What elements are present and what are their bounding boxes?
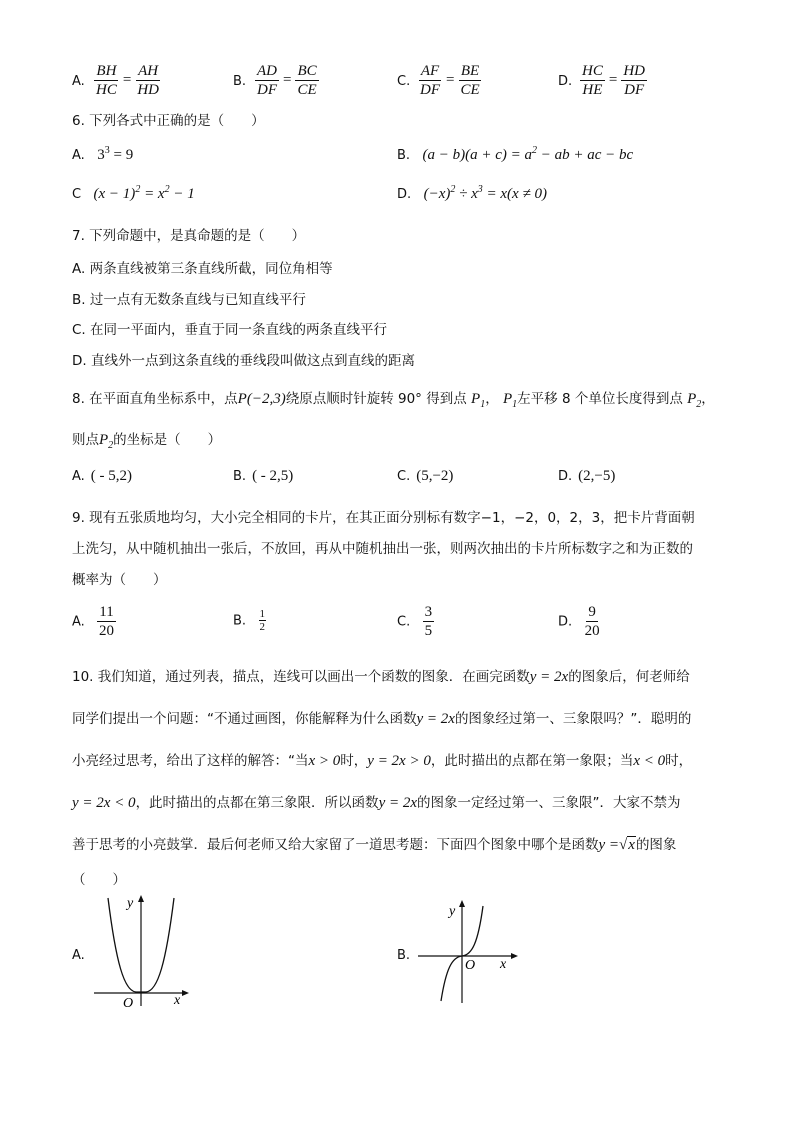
q10-option-b-graph (414, 897, 524, 1007)
q5-option-a-label: A. (72, 74, 85, 89)
q10-line-2: 同学们提出一个问题：“不通过画图，你能解释为什么函数y = 2x的图象经过第一、三象限吗？”．聪明的 (72, 711, 692, 727)
x-axis-label: x (500, 957, 507, 972)
q6-stem: 6. 下列各式中正确的是（ ） (72, 113, 265, 129)
q9-line-2: 上洗匀，从中随机抽出一张后，不放回，再从中随机抽出一张，则两次抽出的卡片所标数字之和为正数的 (72, 541, 693, 557)
q6-option-a: A. $3^3 = 9$ (72, 145, 134, 163)
q7-option-d: D. 直线外一点到这条直线的垂线段叫做这点到直线的距离 (72, 353, 415, 369)
q8-option-b: B. ( - 2,5) (233, 468, 294, 484)
y-axis-arrow (459, 900, 465, 907)
q5-option-b-label: B. (233, 74, 247, 89)
origin-label: O (465, 958, 476, 973)
q7-option-b: B. 过一点有无数条直线与已知直线平行 (72, 292, 306, 308)
y-axis-label: y (127, 896, 134, 911)
q9-line-3: 概率为（ ） (72, 572, 167, 588)
q5-option-c-formula: $\frac{AF}{DF}$ = $\frac{BE}{CE}$ (420, 63, 480, 98)
q7-option-a: A. 两条直线被第三条直线所截，同位角相等 (72, 261, 333, 277)
q9-option-d: D. $\frac{9}{20}$ (558, 604, 600, 639)
q5-option-d-label: D. (558, 74, 573, 89)
q5-option-a-formula: $\frac{BH}{HC}$ = $\frac{AH}{HD}$ (96, 63, 159, 98)
q6-option-c: C $(x - 1)^2 = x^2 - 1$ (72, 184, 195, 202)
q10-option-b-label: B. (397, 948, 411, 963)
q5-option-b-formula: $\frac{AD}{DF}$ = $\frac{BC}{CE}$ (257, 63, 317, 98)
q6-option-b: B. $(a - b)(a + c) = a^2$ − ab + ac − bc (397, 145, 634, 163)
q5-option-c-label: C. (397, 74, 411, 89)
x-axis-label: x (174, 993, 181, 1008)
y-axis-arrow (138, 895, 144, 902)
q5-option-d-formula: $\frac{HC}{HE}$ = $\frac{HD}{DF}$ (582, 63, 645, 98)
x-axis-arrow (182, 990, 189, 996)
q7-option-c: C. 在同一平面内，垂直于同一条直线的两条直线平行 (72, 322, 388, 338)
origin-label: O (123, 996, 134, 1010)
q10-line-3: 小亮经过思考，给出了这样的解答：“当x > 0时，y = 2x > 0，此时描出的点都在第一象限；当x < 0时， (72, 753, 693, 769)
q7-stem: 7. 下列命题中，是真命题的是（ ） (72, 228, 306, 244)
q10-line-6: （ ） (72, 872, 126, 888)
q6-option-d: D. $(-x)^2 \div x^3 = x(x \ne 0)$ (397, 184, 547, 202)
q10-option-a-graph (90, 892, 200, 1010)
q10-option-a-label: A. (72, 948, 85, 963)
q9-option-a: A. $\frac{11}{20}$ (72, 604, 114, 639)
y-axis-label: y (449, 904, 456, 919)
q8-option-a: A. ( - 5,2) (72, 468, 133, 484)
q8-option-d: D. (2,−5) (558, 468, 616, 484)
x-axis-arrow (511, 953, 518, 959)
q9-option-b: B. $\frac{1}{2}$ (233, 608, 266, 633)
q10-line-1: 10. 我们知道，通过列表，描点，连线可以画出一个函数的图象．在画完函数y = 2x的图象后，何老师给 (72, 669, 690, 685)
q9-option-c: C. $\frac{3}{5}$ (397, 604, 433, 639)
q8-line-1: 8. 在平面直角坐标系中，点P(−2,3)绕原点顺时针旋转 90° 得到点 $P_1$， $P_1$左平移 8 个单位长度得到点 $P_2$， (72, 391, 715, 410)
q8-line-2: 则点$P_2$的坐标是（ ） (72, 432, 222, 451)
q10-line-5: 善于思考的小亮鼓掌．最后何老师又给大家留了一道思考题：下面四个图象中哪个是函数y =√x的图象 (72, 837, 677, 853)
q8-option-c: C. (5,−2) (397, 468, 454, 484)
q9-line-1: 9. 现有五张质地均匀，大小完全相同的卡片，在其正面分别标有数字−1，−2，0，2，3，把卡片背面朝 (72, 510, 695, 526)
q10-line-4: y = 2x < 0，此时描出的点都在第三象限．所以函数y = 2x的图象一定经过第一、三象限”．大家不禁为 (72, 795, 681, 811)
